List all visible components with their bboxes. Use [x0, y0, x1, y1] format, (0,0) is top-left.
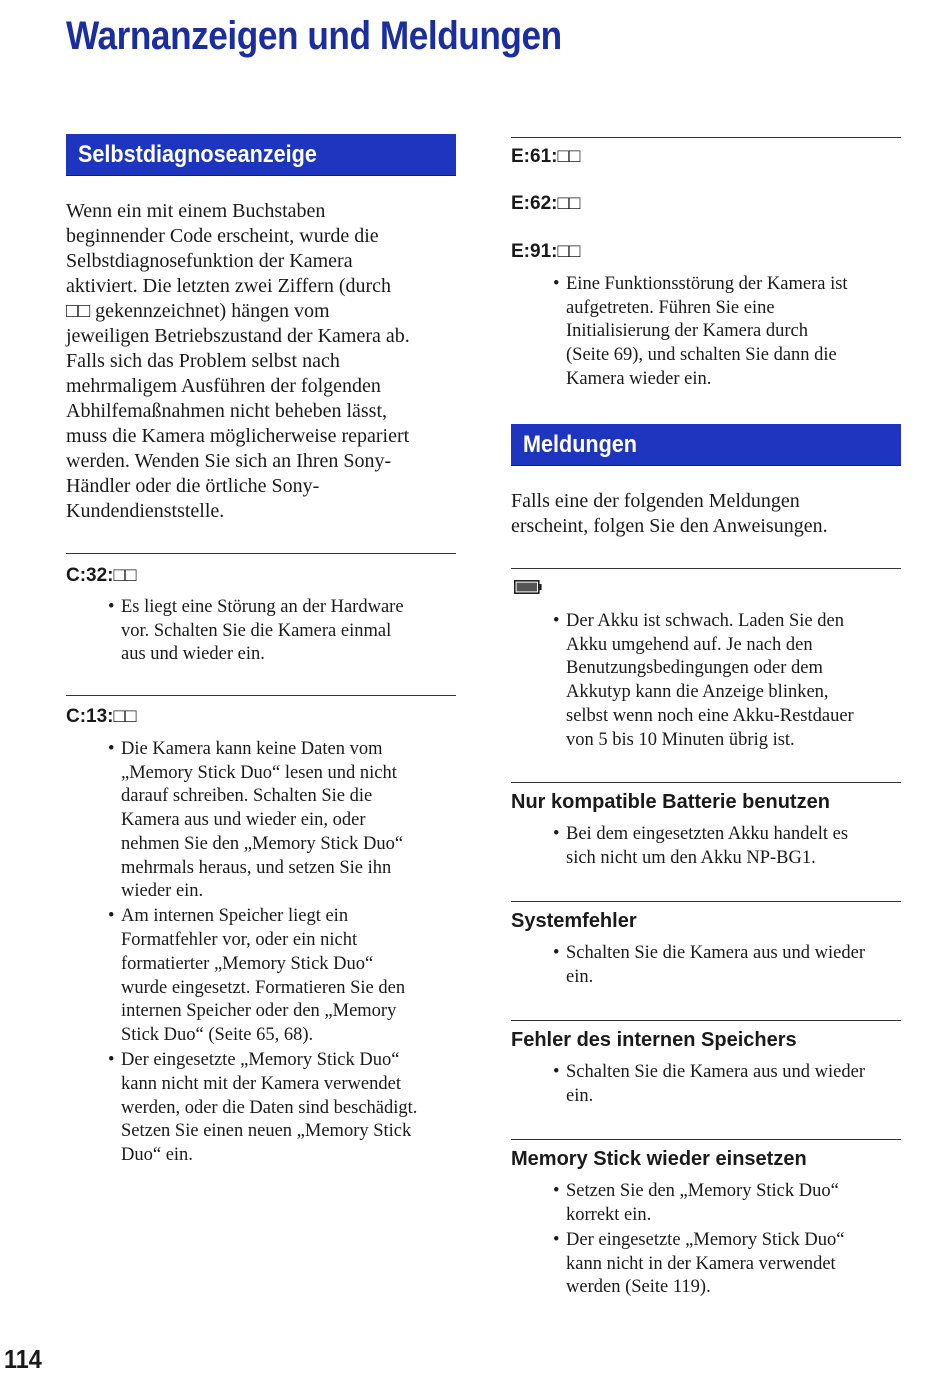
text-line: beginnender Code erscheint, wurde die	[66, 225, 379, 247]
text-line: Bei dem eingesetzten Akku handelt es	[566, 824, 849, 844]
text-line: Am internen Speicher liegt ein	[121, 906, 349, 927]
text-line: ein.	[566, 1085, 594, 1106]
bullet-item	[566, 1061, 906, 1108]
bullet-list-memory-stick	[566, 1180, 906, 1302]
intro-paragraph	[66, 199, 456, 524]
bullet-item	[566, 610, 906, 752]
divider	[511, 901, 901, 902]
text-line: Formatfehler vor, oder ein nicht	[121, 930, 358, 951]
bullet-list-system	[566, 942, 906, 991]
text-line: Der Akku ist schwach. Laden Sie den	[566, 611, 844, 631]
text-line: wieder ein.	[121, 881, 204, 902]
bullet-item	[566, 1180, 906, 1227]
text-line: erscheint, folgen Sie den Anweisungen.	[511, 515, 828, 537]
message-heading-internal-memory: Fehler des internen Speichers	[511, 1029, 797, 1051]
text-line: aufgetreten. Führen Sie eine	[566, 297, 775, 318]
message-heading-memory-stick: Memory Stick wieder einsetzen	[511, 1148, 807, 1170]
text-line: Kamera aus und wieder ein, oder	[121, 810, 366, 831]
error-code-c32: C:32:□□	[66, 565, 137, 586]
divider	[511, 782, 901, 783]
bullet-item	[121, 596, 461, 667]
text-line: werden. Wenden Sie sich an Ihren Sony-	[66, 450, 392, 472]
divider	[66, 695, 456, 696]
text-line: korrekt ein.	[566, 1204, 652, 1225]
text-line: Abhilfemaßnahmen nicht beheben lässt,	[66, 400, 388, 422]
text-line: Duo“ ein.	[121, 1144, 193, 1165]
divider	[511, 1139, 901, 1140]
text-line: internen Speicher oder den „Memory	[121, 1001, 397, 1022]
bullet-item	[566, 1229, 906, 1300]
text-line: Händler oder die örtliche Sony-	[66, 475, 320, 497]
text-line: kann nicht in der Kamera verwendet	[566, 1253, 836, 1274]
text-line: □□ gekennzeichnet) hängen vom	[66, 300, 330, 322]
text-line: wurde eingesetzt. Formatieren Sie den	[121, 977, 406, 998]
text-line: Schalten Sie die Kamera aus und wieder	[566, 943, 865, 963]
text-line: Setzen Sie den „Memory Stick Duo“	[566, 1181, 839, 1201]
bullet-list-battery	[566, 610, 906, 754]
bullet-item	[566, 823, 906, 870]
message-heading-battery: Nur kompatible Batterie benutzen	[511, 791, 830, 813]
bullet-item	[121, 905, 461, 1047]
text-line: ein.	[566, 966, 594, 987]
text-line: Die Kamera kann keine Daten vom	[121, 739, 383, 759]
text-line: kann nicht mit der Kamera verwendet	[121, 1073, 401, 1094]
bullet-item	[121, 1049, 461, 1168]
section-banner-meldungen	[511, 424, 901, 466]
section-banner-selbstdiagnose	[66, 134, 456, 176]
error-code-e61: E:61:□□	[511, 146, 581, 167]
text-line: aktiviert. Die letzten zwei Ziffern (durch	[66, 275, 392, 297]
text-line: von 5 bis 10 Minuten übrig ist.	[566, 729, 795, 750]
text-line: „Memory Stick Duo“ lesen und nicht	[121, 762, 397, 783]
divider	[511, 568, 901, 569]
text-line: formatierter „Memory Stick Duo“	[121, 953, 374, 974]
text-line: aus und wieder ein.	[121, 644, 265, 665]
text-line: muss die Kamera möglicherweise repariert	[66, 425, 410, 447]
text-line: Eine Funktionsstörung der Kamera ist	[566, 274, 848, 294]
text-line: Der eingesetzte „Memory Stick Duo“	[566, 1229, 845, 1250]
page-number: 114	[4, 1344, 42, 1374]
text-line: (Seite 69), und schalten Sie dann die	[566, 345, 837, 366]
section-title: Meldungen	[523, 431, 637, 458]
divider	[511, 1020, 901, 1021]
text-line: nehmen Sie den „Memory Stick Duo“	[121, 833, 404, 854]
bullet-list-battery-compat	[566, 823, 906, 872]
text-line: Benutzungsbedingungen oder dem	[566, 658, 823, 679]
text-line: Stick Duo“ (Seite 65, 68).	[121, 1024, 314, 1045]
text-line: Es liegt eine Störung an der Hardware	[121, 597, 404, 617]
error-code-e91: E:91:□□	[511, 241, 581, 262]
text-line: darauf schreiben. Schalten Sie die	[121, 786, 373, 807]
bullet-list-c13	[121, 738, 461, 1169]
text-line: Falls sich das Problem selbst nach	[66, 350, 340, 372]
section-title: Selbstdiagnoseanzeige	[78, 141, 317, 168]
text-line: Schalten Sie die Kamera aus und wieder	[566, 1062, 865, 1082]
text-line: selbst wenn noch eine Akku-Restdauer	[566, 705, 854, 726]
error-code-e62: E:62:□□	[511, 193, 581, 214]
text-line: mehrmaligem Ausführen der folgenden	[66, 375, 381, 397]
intro-paragraph	[511, 489, 901, 539]
text-line: Falls eine der folgenden Meldungen	[511, 490, 800, 512]
bullet-list-e-codes	[566, 273, 906, 393]
divider	[66, 553, 456, 554]
error-code-c13: C:13:□□	[66, 706, 137, 727]
text-line: jeweiligen Betriebszustand der Kamera ab.	[66, 325, 410, 347]
text-line: werden, oder die Daten sind beschädigt.	[121, 1097, 418, 1118]
bullet-list-internal-memory	[566, 1061, 906, 1110]
page-title: Warnanzeigen und Meldungen	[66, 14, 562, 58]
bullet-list-c32	[121, 596, 461, 669]
message-heading-system: Systemfehler	[511, 910, 637, 932]
text-line: Kamera wieder ein.	[566, 368, 712, 389]
text-line: werden (Seite 119).	[566, 1277, 711, 1298]
text-line: sich nicht um den Akku NP-BG1.	[566, 847, 816, 868]
text-line: Akkutyp kann die Anzeige blinken,	[566, 682, 829, 703]
text-line: vor. Schalten Sie die Kamera einmal	[121, 620, 392, 641]
text-line: Der eingesetzte „Memory Stick Duo“	[121, 1050, 400, 1071]
text-line: mehrmals heraus, und setzen Sie ihn	[121, 857, 392, 878]
bullet-item	[121, 738, 461, 904]
text-line: Setzen Sie einen neuen „Memory Stick	[121, 1121, 412, 1142]
bullet-item	[566, 273, 906, 392]
text-line: Initialisierung der Kamera durch	[566, 321, 808, 342]
text-line: Selbstdiagnosefunktion der Kamera	[66, 250, 353, 272]
text-line: Kundendienststelle.	[66, 500, 225, 522]
bullet-item	[566, 942, 906, 989]
text-line: Wenn ein mit einem Buchstaben	[66, 200, 326, 222]
low-battery-icon	[514, 580, 542, 594]
text-line: Akku umgehend auf. Je nach den	[566, 634, 813, 655]
divider	[511, 137, 901, 138]
